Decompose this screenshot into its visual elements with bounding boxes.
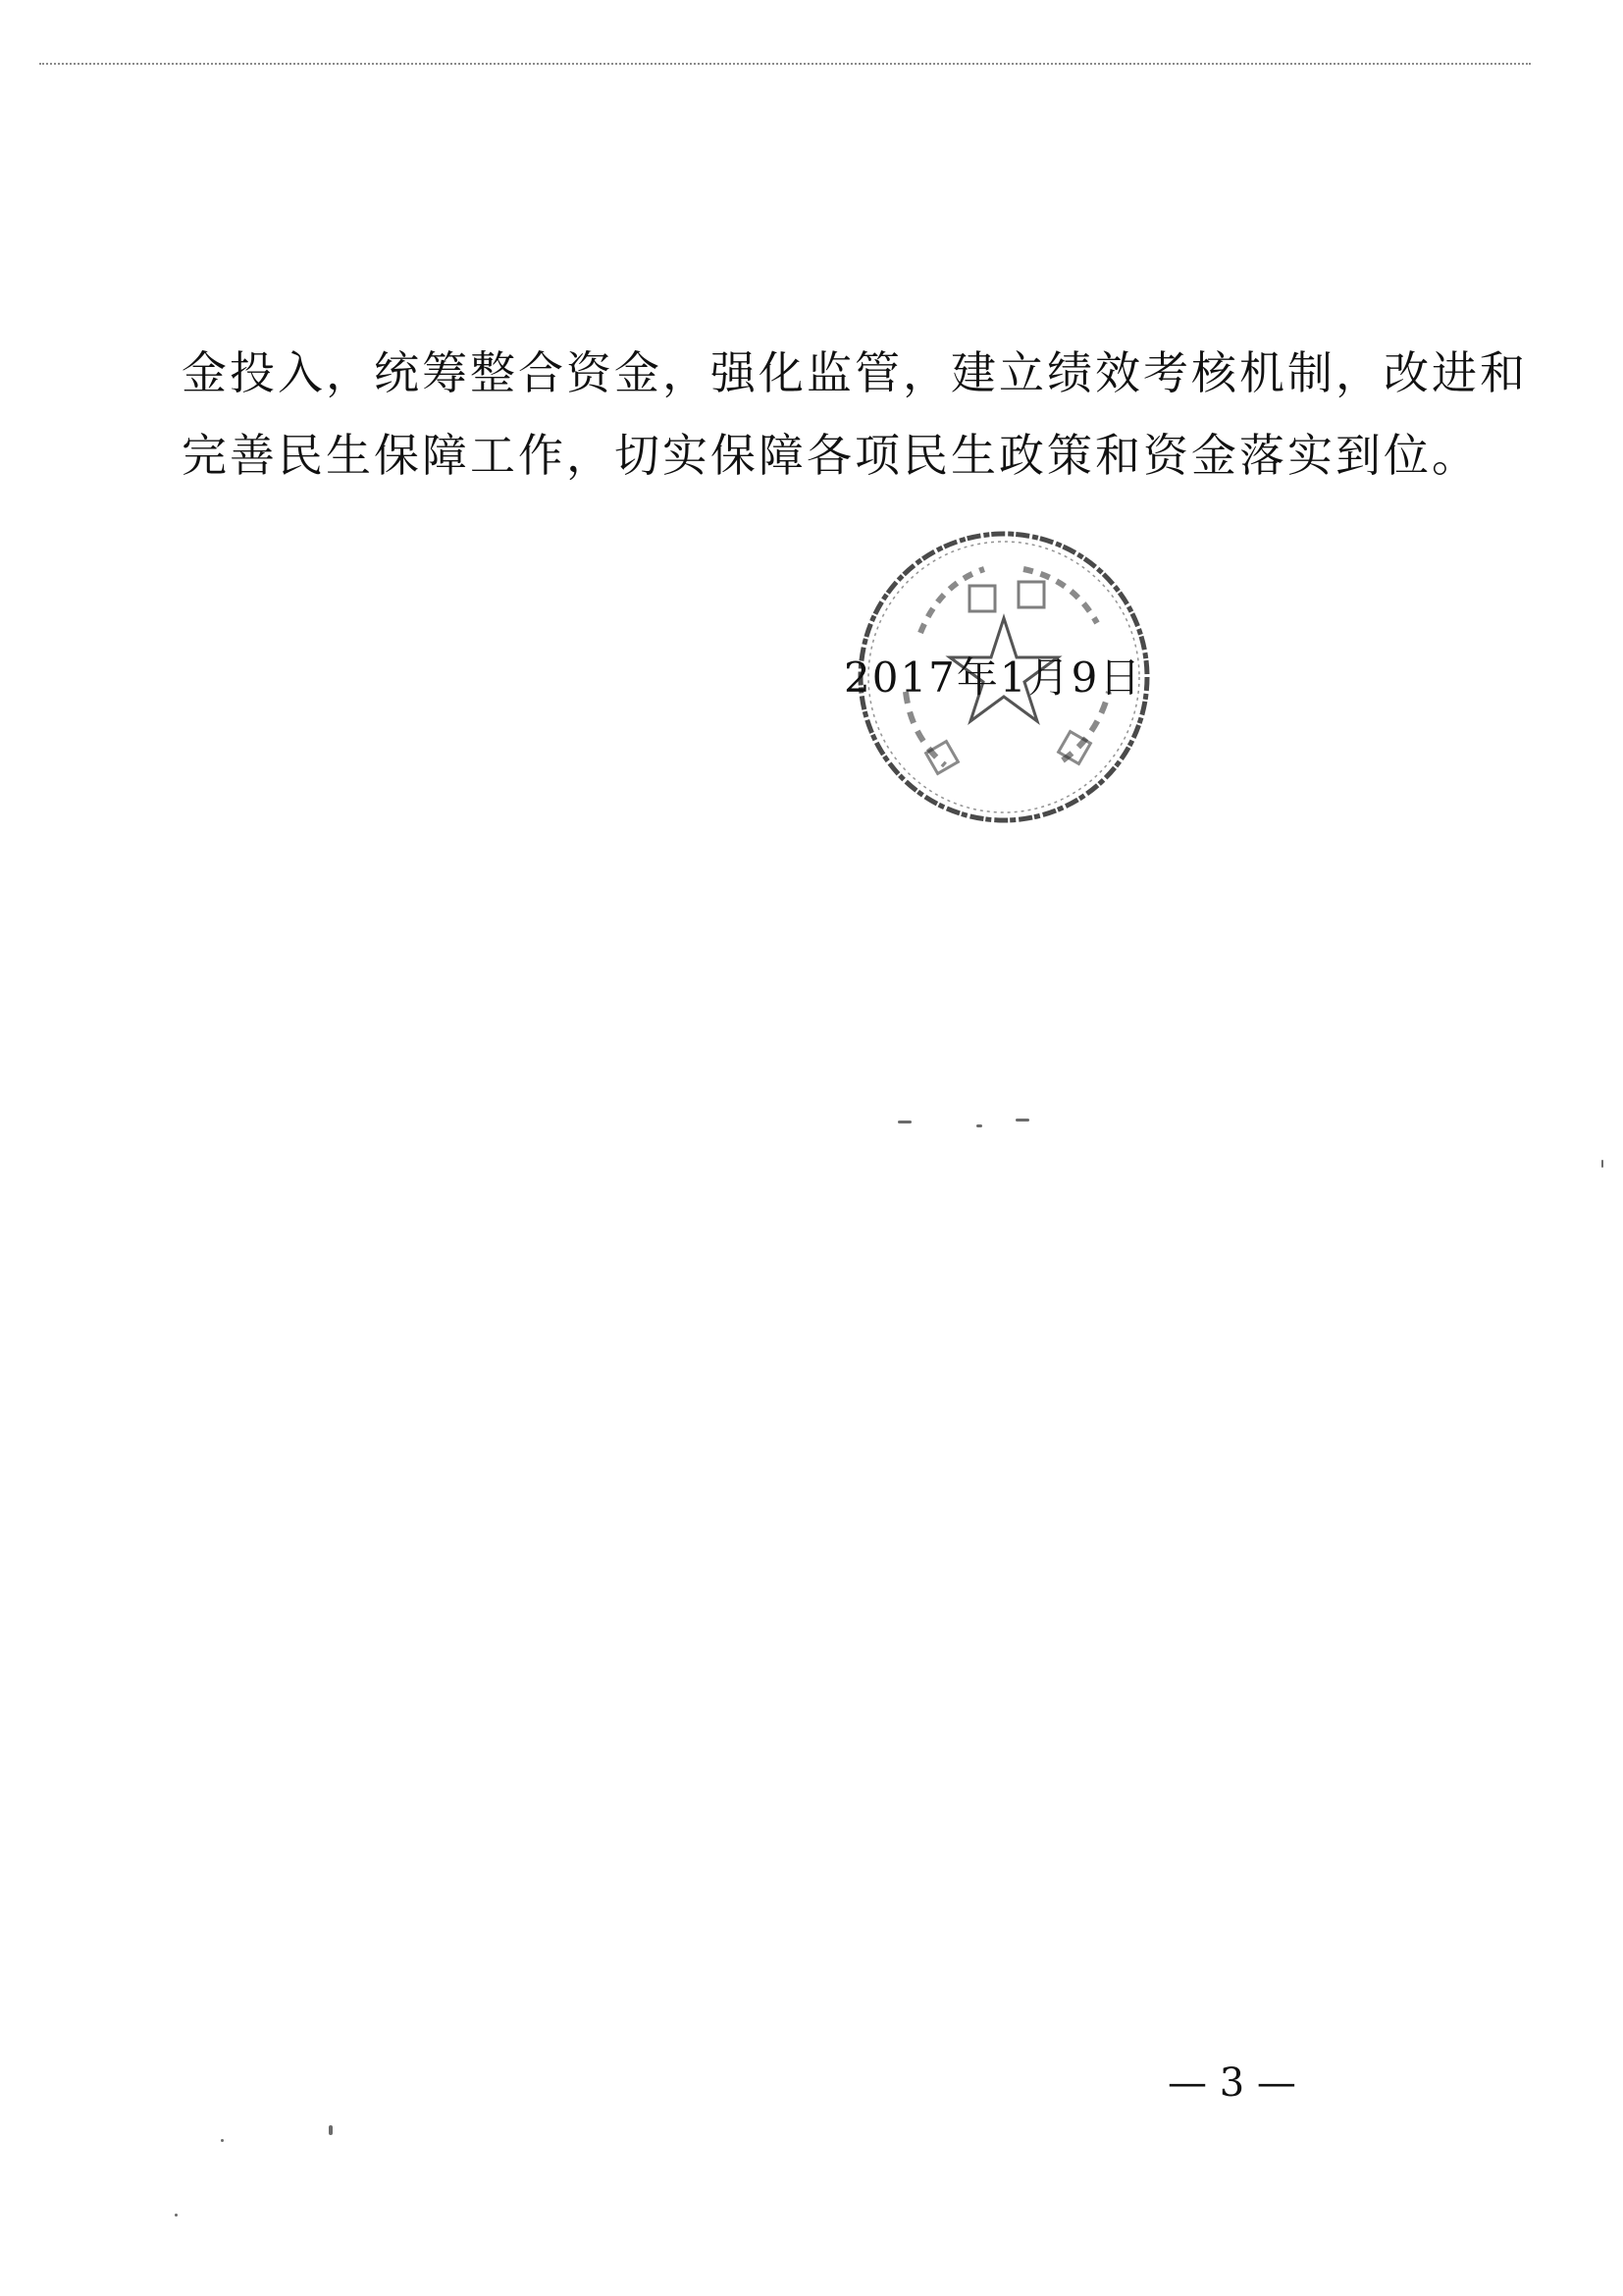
scan-speck xyxy=(976,1124,982,1127)
scan-border-line xyxy=(39,63,1531,65)
paragraph-line-2: 完善民生保障工作，切实保障各项民生政策和资金落实到位。 xyxy=(182,429,1480,482)
document-date: 2017年1月9日 xyxy=(844,653,1143,702)
scan-speck xyxy=(175,2214,178,2217)
scan-speck xyxy=(1016,1119,1029,1122)
scan-speck xyxy=(1601,1160,1603,1168)
scan-speck xyxy=(898,1121,912,1123)
page-number: — 3 — xyxy=(1168,2061,1296,2106)
paragraph-line-1: 金投入，统筹整合资金，强化监管，建立绩效考核机制，改进和 xyxy=(182,346,1528,399)
scan-speck xyxy=(329,2125,333,2135)
document-body xyxy=(182,332,1528,496)
scan-speck xyxy=(221,2139,224,2142)
